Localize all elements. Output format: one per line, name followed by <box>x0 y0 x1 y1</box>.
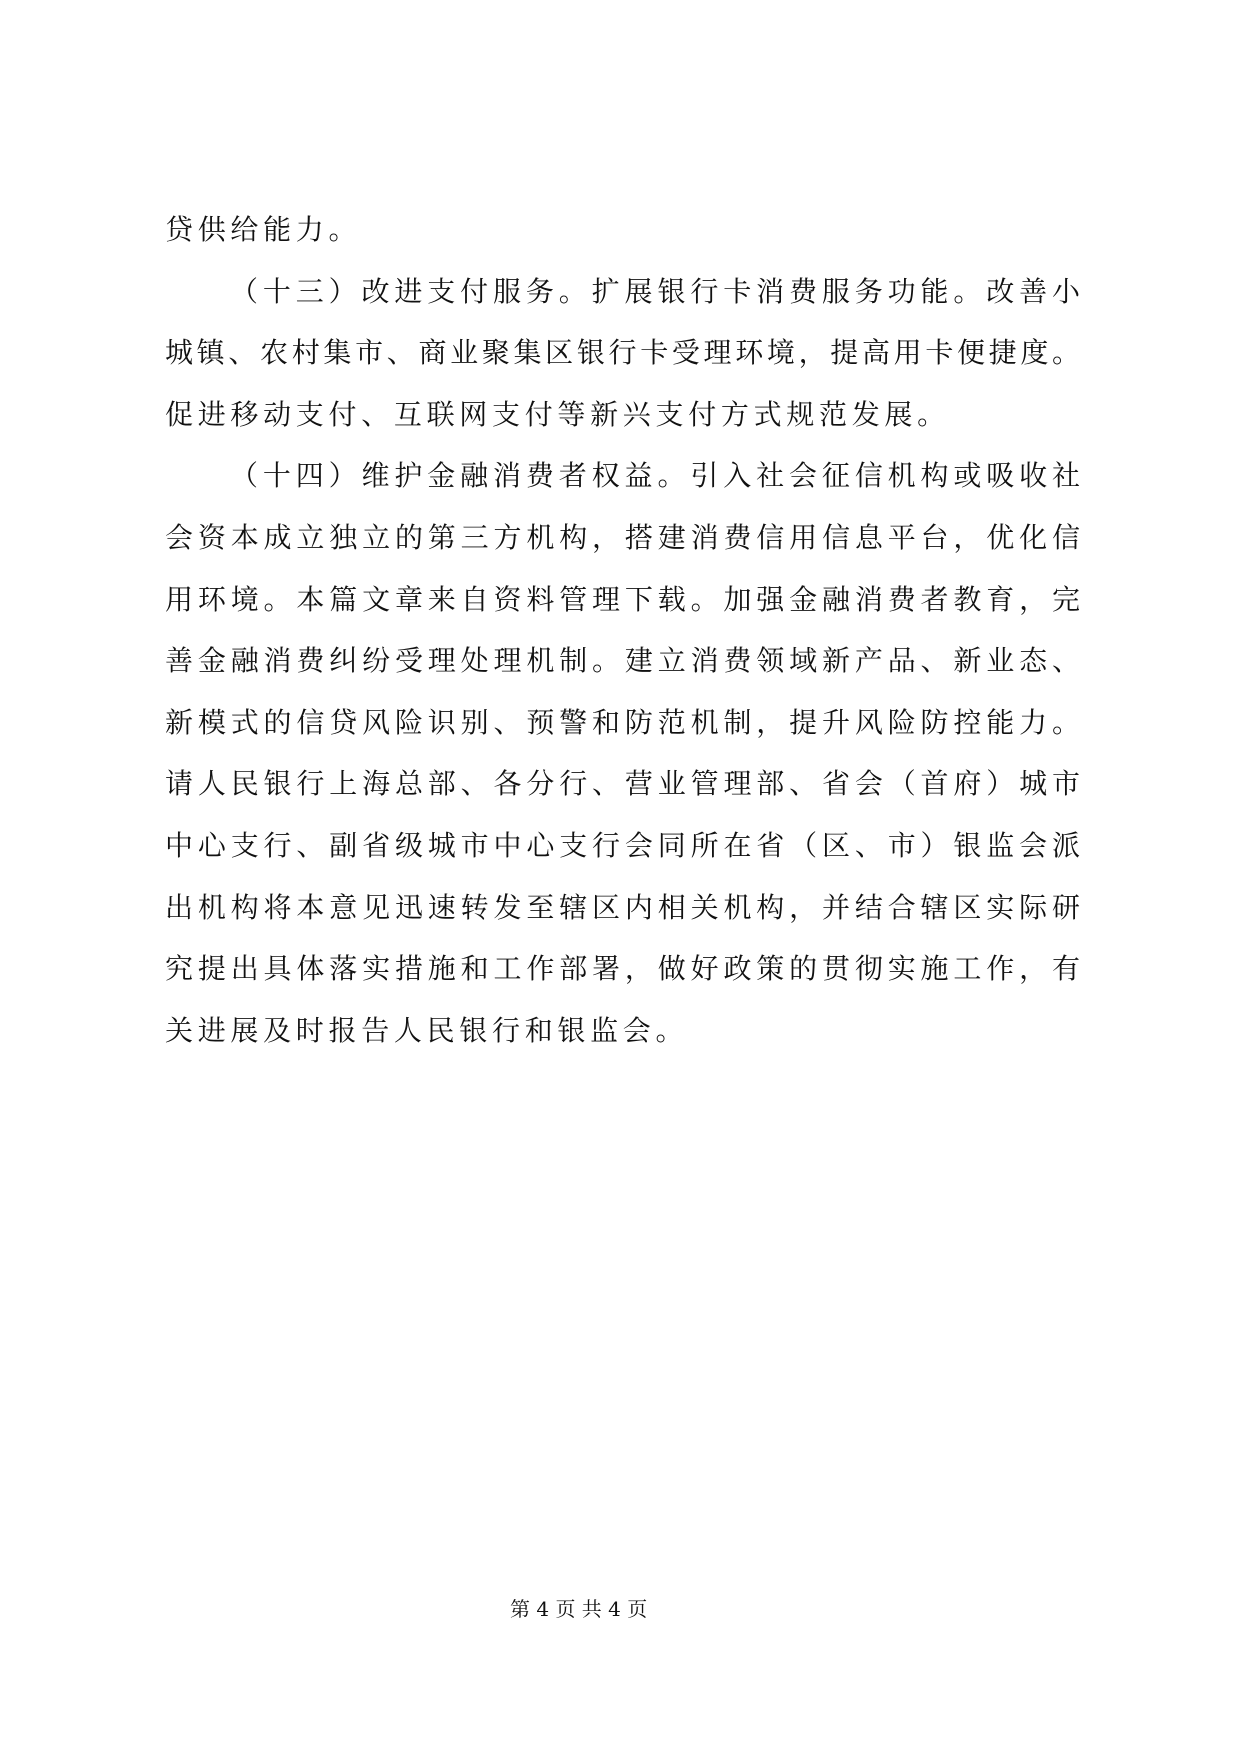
text-line: （十三）改进支付服务。扩展银行卡消费服务功能。改善小 <box>230 275 1085 308</box>
text-line: 城镇、农村集市、商业聚集区银行卡受理环境，提高用卡便捷度。 <box>165 336 1084 369</box>
text-line: 善金融消费纠纷受理处理机制。建立消费领域新产品、新业态、 <box>165 644 1085 677</box>
text-line: 促进移动支付、互联网支付等新兴支付方式规范发展。 <box>165 398 950 431</box>
text-line: 新模式的信贷风险识别、预警和防范机制，提升风险防控能力。 <box>165 706 1085 739</box>
text-line: 贷供给能力。 <box>165 213 362 246</box>
text-line: 关进展及时报告人民银行和银监会。 <box>165 1014 689 1047</box>
page-number-footer: 第 4 页 共 4 页 <box>510 1597 648 1621</box>
text-line: 请人民银行上海总部、各分行、营业管理部、省会（首府）城市 <box>165 767 1085 800</box>
text-line: 会资本成立独立的第三方机构，搭建消费信用信息平台，优化信 <box>165 521 1085 554</box>
text-line: 用环境。本篇文章来自资料管理下载。加强金融消费者教育，完 <box>165 583 1085 616</box>
text-line: （十四）维护金融消费者权益。引入社会征信机构或吸收社 <box>230 459 1085 492</box>
text-line: 中心支行、副省级城市中心支行会同所在省（区、市）银监会派 <box>165 829 1085 862</box>
text-line: 究提出具体落实措施和工作部署，做好政策的贯彻实施工作，有 <box>165 952 1085 985</box>
text-line: 出机构将本意见迅速转发至辖区内相关机构，并结合辖区实际研 <box>165 891 1085 924</box>
